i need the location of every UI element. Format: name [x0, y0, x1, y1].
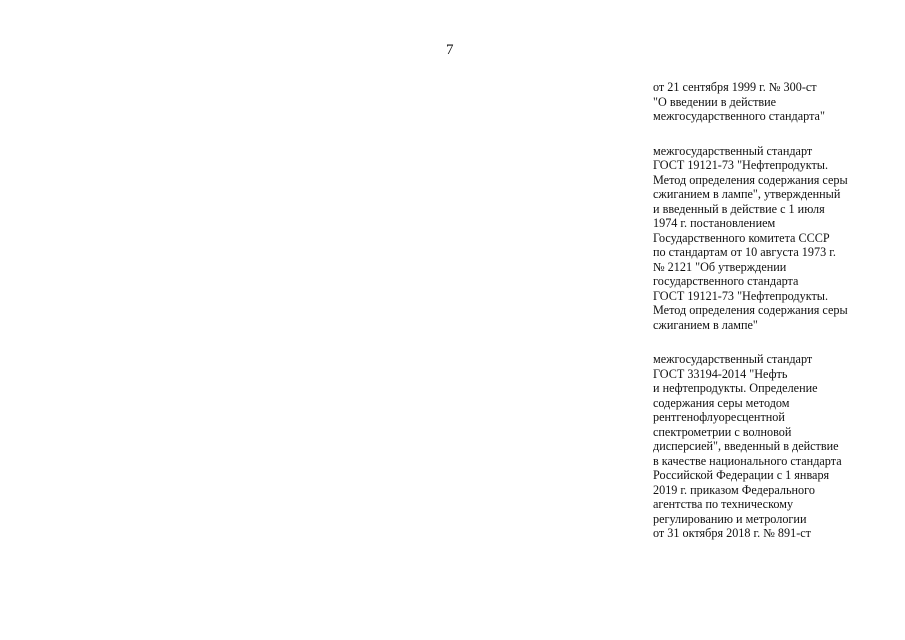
text-line: от 21 сентября 1999 г. № 300-ст	[653, 80, 817, 94]
text-line: от 31 октября 2018 г. № 891-ст	[653, 526, 812, 540]
paragraph-gost-19121-73	[653, 144, 893, 333]
text-line: сжиганием в лампе"	[653, 317, 758, 332]
text-line: агентства по техническому	[653, 497, 794, 511]
text-line: Российской Федерации с 1 января	[653, 468, 830, 482]
text-line: дисперсией", введенный в действие	[653, 439, 839, 453]
text-line: № 2121 "Об утверждении	[653, 259, 787, 274]
document-text-column	[653, 80, 893, 561]
text-line: сжиганием в лампе", утвержденный	[653, 187, 841, 201]
text-line: Государственного комитета СССР	[653, 230, 830, 245]
text-line: Метод определения содержания серы	[653, 172, 848, 187]
text-line: межгосударственный стандарт	[653, 352, 813, 366]
page-number: 7	[446, 42, 454, 58]
text-line: и нефтепродукты. Определение	[653, 381, 818, 395]
text-line: 1974 г. постановлением	[653, 216, 776, 230]
text-line: межгосударственного стандарта"	[653, 109, 825, 123]
text-line: и введенный в действие с 1 июля	[653, 201, 825, 216]
text-line: Метод определения содержания серы	[653, 303, 848, 317]
text-line: в качестве национального стандарта	[653, 453, 842, 468]
text-line: межгосударственный стандарт	[653, 143, 813, 158]
text-line: ГОСТ 19121-73 "Нефтепродукты.	[653, 288, 829, 303]
text-line: по стандартам от 10 августа 1973 г.	[653, 245, 836, 259]
paragraph-gost-33194-2014	[653, 352, 893, 541]
paragraph-gost-introduction-order	[653, 80, 893, 124]
text-line: "О введении в действие	[653, 94, 777, 109]
text-line: рентгенофлуоресцентной	[653, 410, 785, 424]
text-line: содержания серы методом	[653, 395, 790, 410]
text-line: ГОСТ 19121-73 "Нефтепродукты.	[653, 158, 829, 172]
text-line: спектрометрии с волновой	[653, 424, 792, 439]
text-line: ГОСТ 33194-2014 "Нефть	[653, 366, 788, 381]
text-line: 2019 г. приказом Федерального	[653, 482, 815, 497]
text-line: государственного стандарта	[653, 274, 799, 288]
text-line: регулированию и метрологии	[653, 511, 807, 526]
